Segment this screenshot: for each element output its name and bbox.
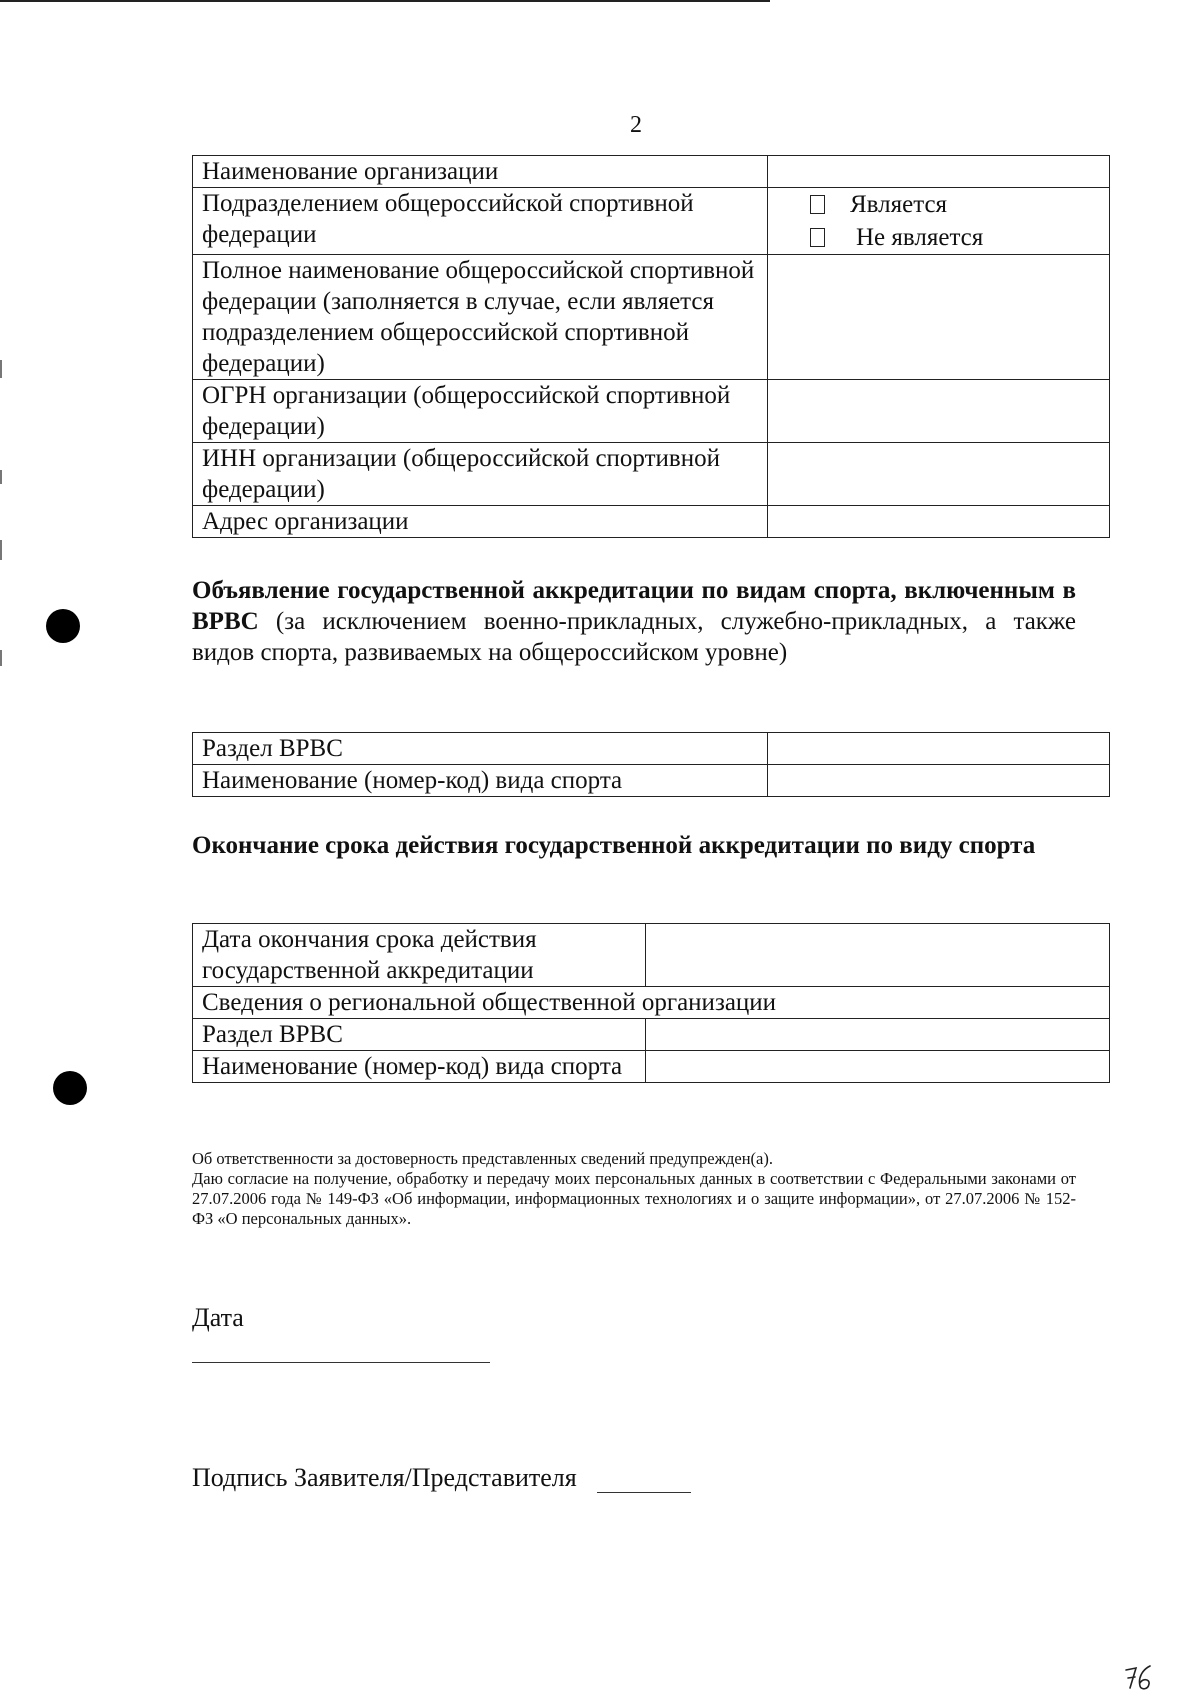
punch-hole — [53, 1071, 87, 1105]
expiry-table — [192, 923, 1110, 1083]
vrvs-section-label: Раздел ВРВС — [193, 733, 768, 765]
ogrn-value[interactable] — [768, 380, 1110, 443]
consent-notice — [192, 1149, 1076, 1229]
federation-full-name-label: Полное наименование общероссийской спортивной федерации (заполняется в случае, если является подразделением общероссийской спортивной федерации) — [193, 255, 768, 380]
vrvs-section-value[interactable] — [646, 1019, 1110, 1051]
federation-full-name-value[interactable] — [768, 255, 1110, 380]
expiry-heading: Окончание срока действия государственной аккредитации по виду спорта — [192, 832, 1036, 859]
table-row — [193, 156, 1110, 188]
announcement-rest: (за исключением военно-прикладных, служебно-прикладных, а также видов спорта, развиваемых на общероссийском уровне) — [192, 608, 1076, 666]
page-number: 2 — [630, 112, 642, 138]
table-row — [193, 188, 1110, 255]
table-row — [193, 765, 1110, 797]
table-row — [193, 733, 1110, 765]
expiry-date-label: Дата окончания срока действия государственной аккредитации — [193, 924, 646, 987]
handwritten-page-number — [1124, 1662, 1154, 1692]
date-label: Дата — [192, 1303, 244, 1332]
inn-value[interactable] — [768, 443, 1110, 506]
address-value[interactable] — [768, 506, 1110, 538]
sport-table — [192, 732, 1110, 797]
checkbox-is-not[interactable] — [810, 228, 825, 247]
punch-hole — [46, 609, 80, 643]
option-is-not-label: Не является — [856, 224, 984, 251]
ogrn-label: ОГРН организации (общероссийской спортивной федерации) — [193, 380, 768, 443]
scan-edge-mark — [0, 650, 2, 666]
sport-name-label: Наименование (номер-код) вида спорта — [193, 765, 768, 797]
sport-name-value[interactable] — [768, 765, 1110, 797]
checkbox-is[interactable] — [810, 195, 825, 214]
scan-edge-mark — [0, 470, 2, 484]
sport-name-label: Наименование (номер-код) вида спорта — [193, 1051, 646, 1083]
option-is-label: Является — [850, 191, 948, 218]
signature-label: Подпись Заявителя/Представителя — [192, 1463, 577, 1492]
inn-label: ИНН организации (общероссийской спортивной федерации) — [193, 443, 768, 506]
org-name-value[interactable] — [768, 156, 1110, 188]
table-row — [193, 987, 1110, 1019]
address-label: Адрес организации — [193, 506, 768, 538]
table-row — [193, 443, 1110, 506]
signature-field[interactable] — [597, 1492, 691, 1493]
date-field[interactable] — [192, 1362, 490, 1363]
consent-text: Даю согласие на получение, обработку и передачу моих персональных данных в соответствии с Федеральными законами от 27.07.2006 года № 149-ФЗ «Об информации, информационных технологиях и о защите информации», от 27.07.2006 № 152-ФЗ «О персональных данных». — [192, 1169, 1076, 1228]
announcement-bold: Объявление государственной аккредитации по видам спорта, включенным в ВРВС — [192, 577, 1076, 635]
table-row — [193, 380, 1110, 443]
organization-table — [192, 155, 1110, 538]
table-row — [193, 1019, 1110, 1051]
vrvs-section-value[interactable] — [768, 733, 1110, 765]
expiry-date-value[interactable] — [646, 924, 1110, 987]
subdivision-label: Подразделением общероссийской спортивной федерации — [193, 188, 768, 255]
option-is-not[interactable] — [768, 221, 1109, 254]
regional-info-label: Сведения о региональной общественной организации — [193, 987, 1110, 1019]
sport-name-value[interactable] — [646, 1051, 1110, 1083]
scan-edge-mark — [0, 360, 2, 378]
table-row — [193, 1051, 1110, 1083]
vrvs-section-label: Раздел ВРВС — [193, 1019, 646, 1051]
table-row — [193, 924, 1110, 987]
table-row — [193, 506, 1110, 538]
announcement-heading — [192, 575, 1076, 668]
table-row — [193, 255, 1110, 380]
option-is[interactable] — [768, 188, 1109, 221]
responsibility-text: Об ответственности за достоверность представленных сведений предупрежден(а). — [192, 1149, 773, 1168]
scan-edge-mark — [0, 540, 2, 560]
scan-top-border — [0, 0, 770, 2]
org-name-label: Наименование организации — [193, 156, 768, 188]
subdivision-choice — [768, 188, 1110, 255]
